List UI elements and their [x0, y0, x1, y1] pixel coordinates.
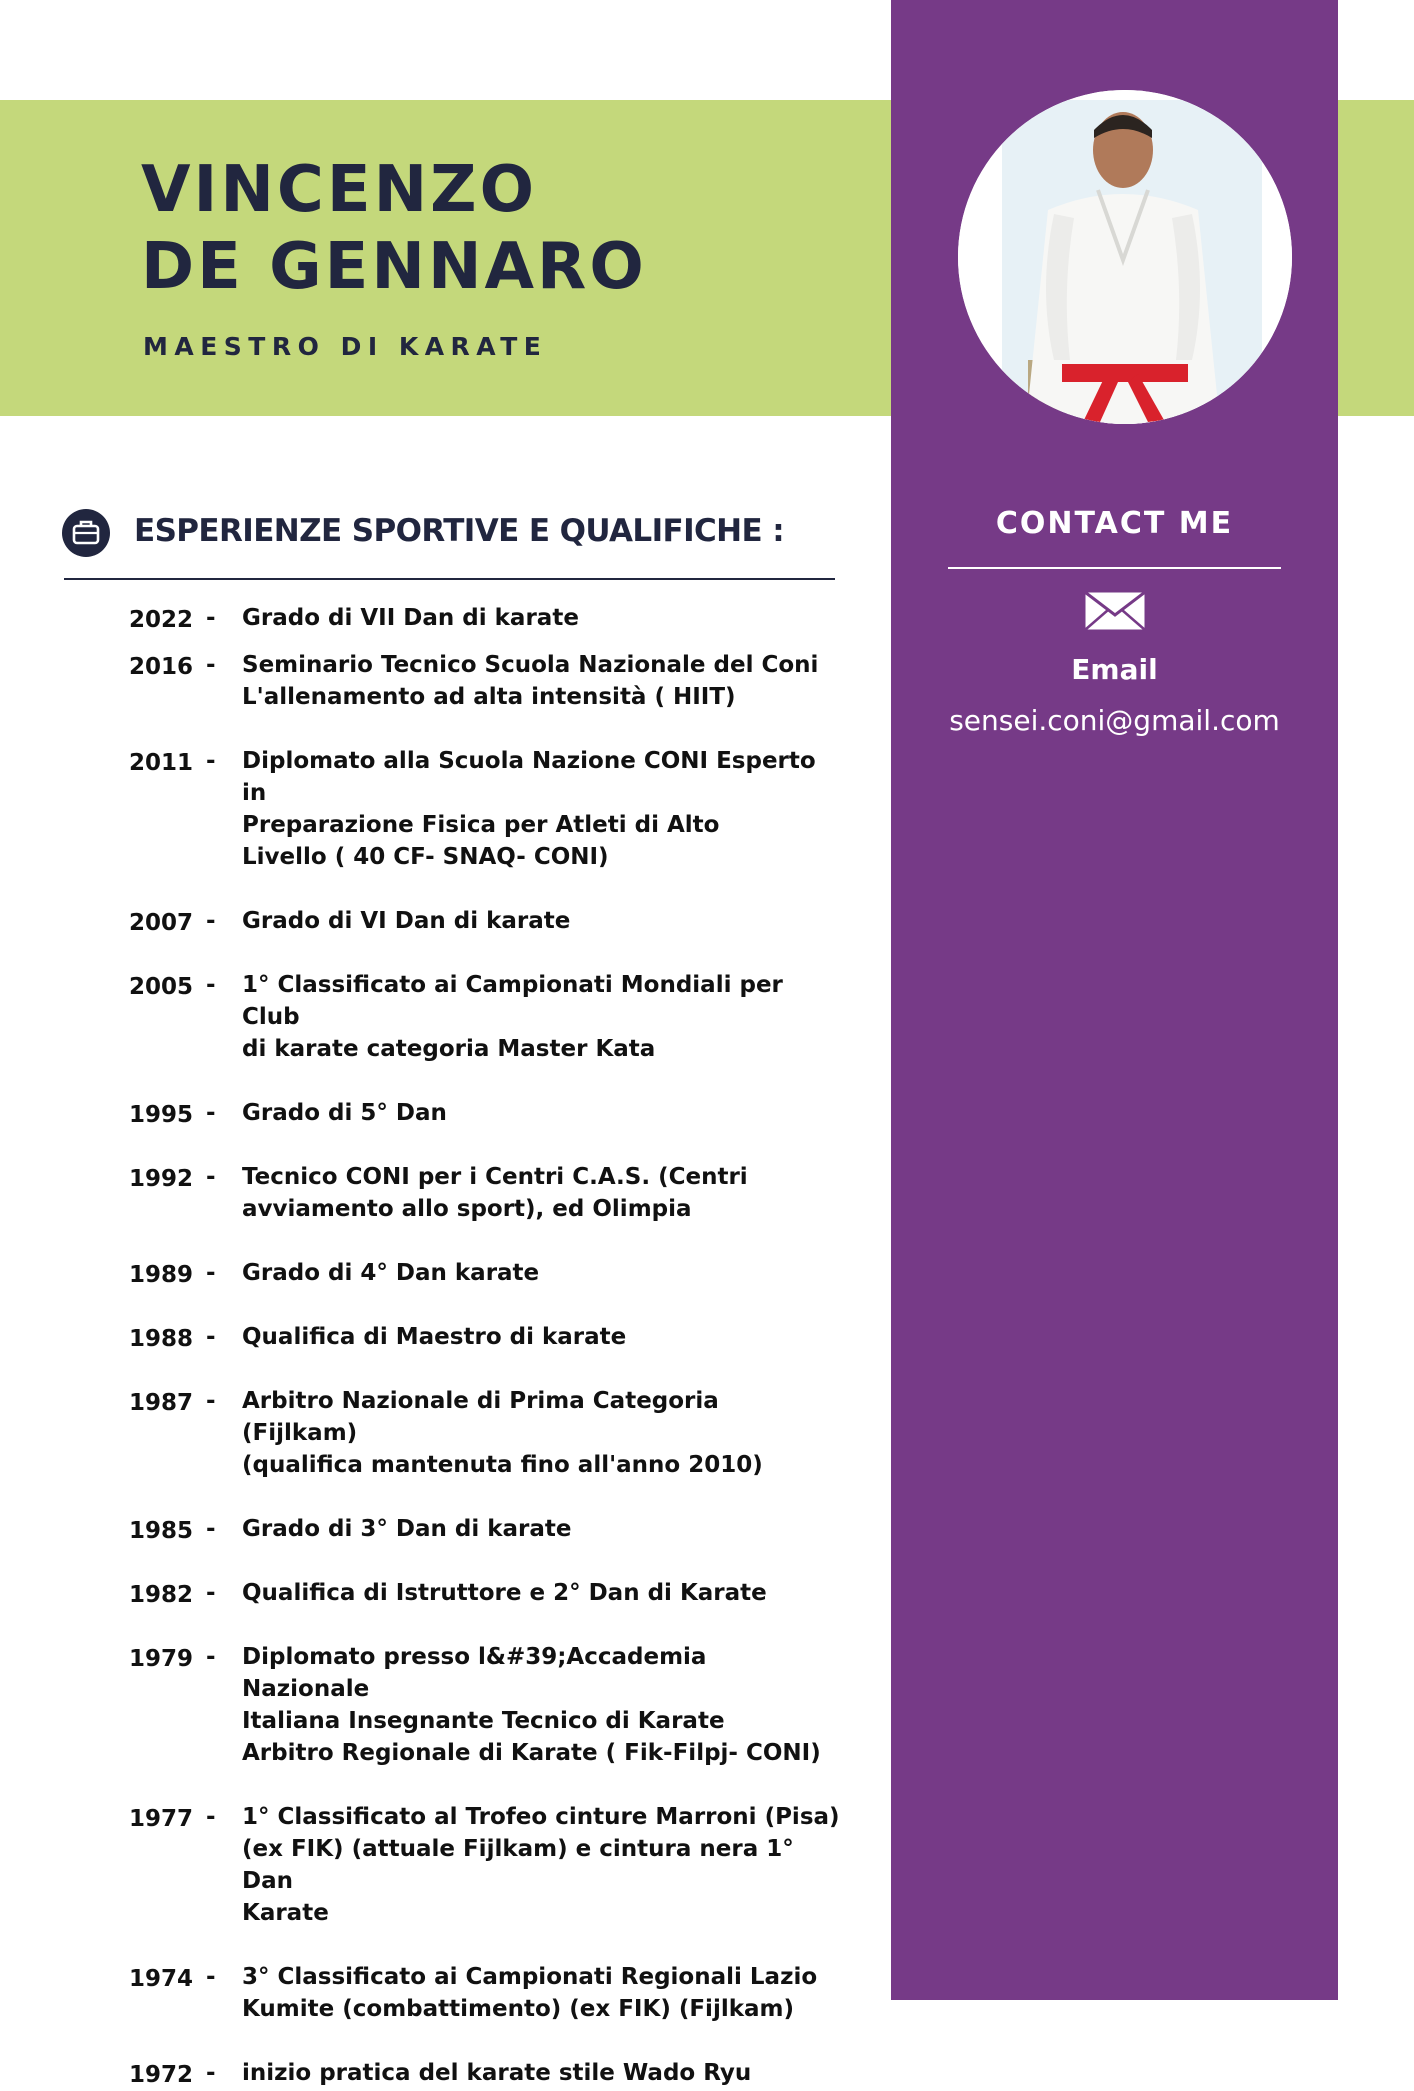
item-year: 1992 — [129, 1166, 194, 1192]
item-dash: - — [206, 908, 216, 934]
item-year: 1985 — [129, 1518, 194, 1544]
email-label: Email — [1071, 653, 1158, 686]
list-item — [129, 1577, 841, 1609]
item-text: Grado di VI Dan di karate — [242, 908, 571, 934]
item-text: Grado di 4° Dan karate — [242, 1260, 540, 1286]
item-year: 1972 — [129, 2062, 194, 2088]
name-line-first: VINCENZO — [141, 153, 537, 227]
item-year: 1995 — [129, 1102, 194, 1128]
briefcase-icon — [62, 509, 110, 561]
item-year: 1977 — [129, 1806, 194, 1832]
list-item — [129, 649, 841, 713]
item-text: 3° Classificato ai Campionati Regionali Lazio Kumite (combattimento) (ex FIK) (Fijlkam) — [242, 1964, 818, 2022]
item-text: Qualifica di Istruttore e 2° Dan di Karate — [242, 1580, 767, 1606]
item-year: 1974 — [129, 1966, 194, 1992]
envelope-icon — [1084, 591, 1146, 635]
item-text: Qualifica di Maestro di karate — [242, 1324, 627, 1350]
item-text: inizio pratica del karate stile Wado Ryu — [242, 2060, 752, 2086]
list-item — [129, 905, 841, 937]
item-dash: - — [206, 605, 216, 631]
item-text: Grado di 5° Dan — [242, 1100, 447, 1126]
item-year: 2016 — [129, 654, 194, 680]
item-text: Diplomato presso l&#39;Accademia Nazionale Italiana Insegnante Tecnico di Karate Arbitro Regionale di Karate ( Fik-Filpj- CONI) — [242, 1644, 821, 1766]
email-address[interactable]: sensei.coni@gmail.com — [949, 704, 1280, 737]
list-item — [129, 1961, 841, 2025]
item-year: 1988 — [129, 1326, 194, 1352]
list-item — [129, 1513, 841, 1545]
item-year: 2022 — [129, 607, 194, 633]
item-text: Diplomato alla Scuola Nazione CONI Esperto in Preparazione Fisica per Atleti di Alto Livello ( 40 CF- SNAQ- CONI) — [242, 748, 816, 870]
item-dash: - — [206, 1388, 216, 1414]
list-item — [129, 1321, 841, 1353]
list-item — [129, 1097, 841, 1129]
item-year: 2011 — [129, 750, 194, 776]
item-year: 1982 — [129, 1582, 194, 1608]
item-dash: - — [206, 748, 216, 774]
item-text: 1° Classificato al Trofeo cinture Marroni (Pisa) (ex FIK) (attuale Fijlkam) e cintura nera 1° Dan Karate — [242, 1804, 840, 1926]
item-year: 1987 — [129, 1390, 194, 1416]
profile-photo — [958, 90, 1292, 424]
item-year: 2007 — [129, 910, 194, 936]
list-item — [129, 1801, 841, 1929]
list-item — [129, 1385, 841, 1481]
item-text: 1° Classificato ai Campionati Mondiali per Club di karate categoria Master Kata — [242, 972, 783, 1062]
list-item — [129, 1641, 841, 1769]
contact-heading: CONTACT ME — [995, 506, 1234, 541]
item-dash: - — [206, 652, 216, 678]
list-item — [129, 1257, 841, 1289]
item-dash: - — [206, 1644, 216, 1670]
list-item — [129, 1161, 841, 1225]
item-text: Grado di 3° Dan di karate — [242, 1516, 572, 1542]
item-dash: - — [206, 1164, 216, 1190]
list-item — [129, 969, 841, 1065]
item-year: 2005 — [129, 974, 194, 1000]
contact-divider — [948, 567, 1281, 569]
job-title: MAESTRO DI KARATE — [143, 332, 548, 361]
item-dash: - — [206, 1324, 216, 1350]
candidate-name — [141, 152, 647, 306]
item-year: 1989 — [129, 1262, 194, 1288]
item-dash: - — [206, 2060, 216, 2086]
item-dash: - — [206, 1100, 216, 1126]
item-text: Seminario Tecnico Scuola Nazionale del Coni L'allenamento ad alta intensità ( HIIT) — [242, 652, 819, 710]
section-title: ESPERIENZE SPORTIVE E QUALIFICHE : — [134, 513, 785, 549]
list-item — [129, 2057, 841, 2089]
list-item — [129, 602, 841, 634]
item-dash: - — [206, 1580, 216, 1606]
item-text: Grado di VII Dan di karate — [242, 605, 579, 631]
experience-list — [129, 602, 841, 2089]
item-dash: - — [206, 1516, 216, 1542]
item-dash: - — [206, 1964, 216, 1990]
item-text: Arbitro Nazionale di Prima Categoria (Fijlkam) (qualifica mantenuta fino all'anno 2010) — [242, 1388, 763, 1478]
item-dash: - — [206, 972, 216, 998]
item-dash: - — [206, 1804, 216, 1830]
item-text: Tecnico CONI per i Centri C.A.S. (Centri avviamento allo sport), ed Olimpia — [242, 1164, 748, 1222]
item-dash: - — [206, 1260, 216, 1286]
name-line-last: DE GENNARO — [141, 230, 647, 304]
item-year: 1979 — [129, 1646, 194, 1672]
list-item — [129, 745, 841, 873]
section-divider — [64, 578, 835, 580]
